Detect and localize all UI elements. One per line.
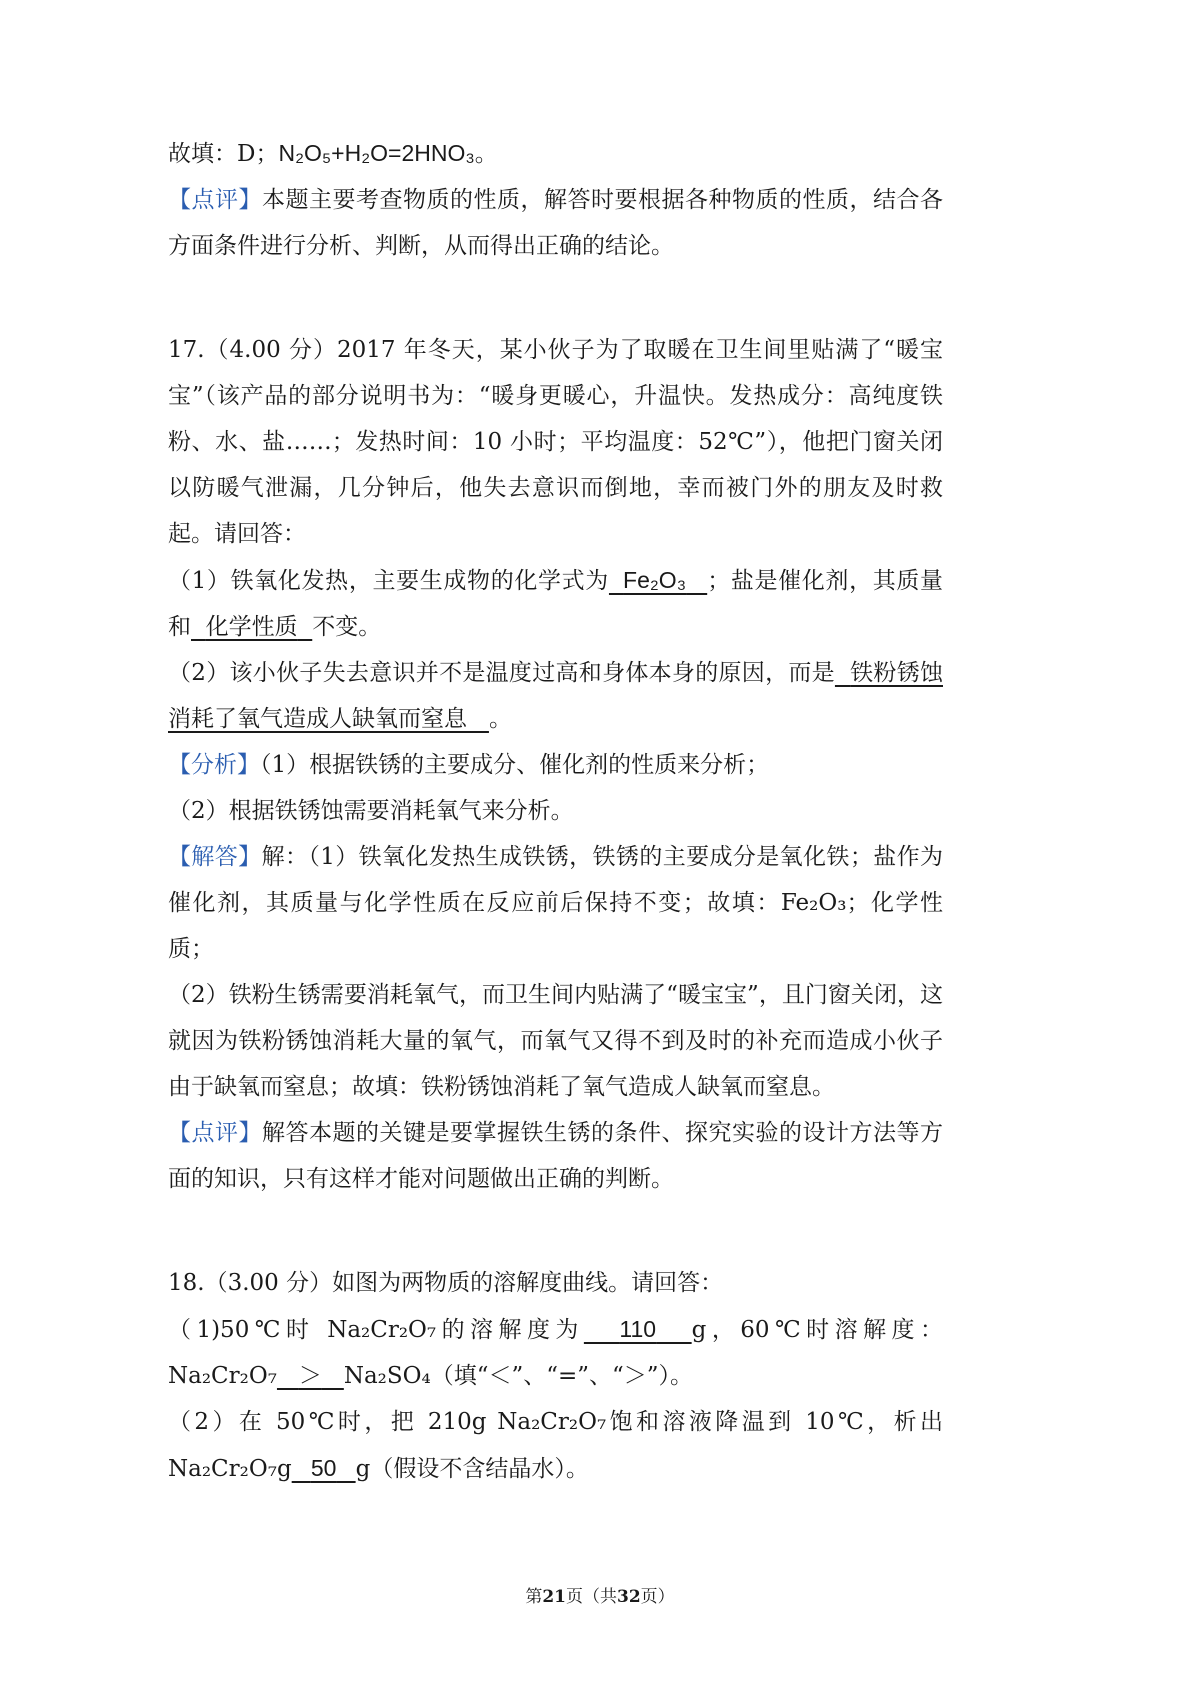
q17-answer-1: 【解答】解：（1）铁氧化发热生成铁锈，铁锈的主要成分是氧化铁；盐作为催化剂，其质量与化学性质在反应前后保持不变；故填：Fe₂O₃；化学性质； xyxy=(168,844,943,962)
document-body xyxy=(168,130,943,1492)
chemical-equation: N₂O₅+H₂O=2HNO₃ xyxy=(278,140,475,166)
q17-analysis-1: 【分析】（1）根据铁锈的主要成分、催化剂的性质来分析； xyxy=(168,752,770,778)
analysis-tag: 【分析】 xyxy=(168,752,260,778)
q17-sub2: （2）该小伙子失去意识并不是温度过高和身体本身的原因，而是 铁粉锈蚀消耗了氧气造成人缺氧而窒息 。 xyxy=(168,660,943,732)
q18-sub2: （2）在 50℃时，把 210g Na₂Cr₂O₇饱和溶液降温到 10℃，析出 Na₂Cr₂O₇g 50 g（假设不含结晶水）。 xyxy=(168,1409,943,1482)
answer-blank: 铁粉锈蚀消耗了氧气造成人缺氧而窒息 xyxy=(168,660,943,732)
q16-fill-answer xyxy=(168,130,943,177)
answer-blank: 110 xyxy=(619,1316,657,1342)
answer-tag: 【解答】 xyxy=(168,844,262,870)
q17-review: 【点评】解答本题的关键是要掌握铁生锈的条件、探究实验的设计方法等方面的知识，只有这样才能对问题做出正确的判断。 xyxy=(168,1120,943,1192)
page-footer: 第21页（共32页） xyxy=(525,1587,675,1607)
answer-blank: 50 xyxy=(310,1455,337,1481)
answer-blank: ＞ xyxy=(298,1363,322,1389)
fill-prefix: 故填：D； xyxy=(168,141,279,167)
q17-analysis-2: （2）根据铁锈蚀需要消耗氧气来分析。 xyxy=(168,798,574,824)
q17-answer-2: （2）铁粉生锈需要消耗氧气，而卫生间内贴满了“暖宝宝”，且门窗关闭，这就因为铁粉锈蚀消耗大量的氧气，而氧气又得不到及时的补充而造成小伙子由于缺氧而窒息；故填：铁粉锈蚀消耗了氧气造成人缺氧而窒息。 xyxy=(168,982,943,1100)
q17-stem: 17.（4.00 分）2017 年冬天，某小伙子为了取暖在卫生间里贴满了“暖宝宝”（该产品的部分说明书为：“暖身更暖心，升温快。发热成分：高纯度铁粉、水、盐……；发热时间：10 小时；平均温度：52℃”），他把门窗关闭以防暖气泄漏，几分钟后，他失去意识而倒地，幸而被门外的朋友及时救起。请回答： xyxy=(168,337,943,547)
q16-review xyxy=(168,177,943,269)
q18-stem: 18.（3.00 分）如图为两物质的溶解度曲线。请回答： xyxy=(168,1270,724,1296)
page-number: 21 xyxy=(542,1587,566,1607)
review-text: 本题主要考查物质的性质，解答时要根据各种物质的性质，结合各方面条件进行分析、判断，从而得出正确的结论。 xyxy=(168,187,943,259)
answer-blank: 化学性质 xyxy=(205,614,298,640)
page-total: 32 xyxy=(617,1587,641,1607)
review-tag: 【点评】 xyxy=(168,1120,262,1146)
q18-sub1: （1)50℃时 Na₂Cr₂O₇的溶解度为 110 g，60℃时溶解度：Na₂Cr₂O₇ ＞ Na₂SO₄（填“＜”、“=”、“＞”）。 xyxy=(168,1316,944,1389)
fill-end: 。 xyxy=(474,141,498,167)
review-tag: 【点评】 xyxy=(168,187,262,213)
answer-blank: Fe₂O₃ xyxy=(623,567,687,593)
q17-sub1: （1）铁氧化发热，主要生成物的化学式为 Fe₂O₃ ；盐是催化剂，其质量和 化学性质 不变。 xyxy=(168,567,944,640)
